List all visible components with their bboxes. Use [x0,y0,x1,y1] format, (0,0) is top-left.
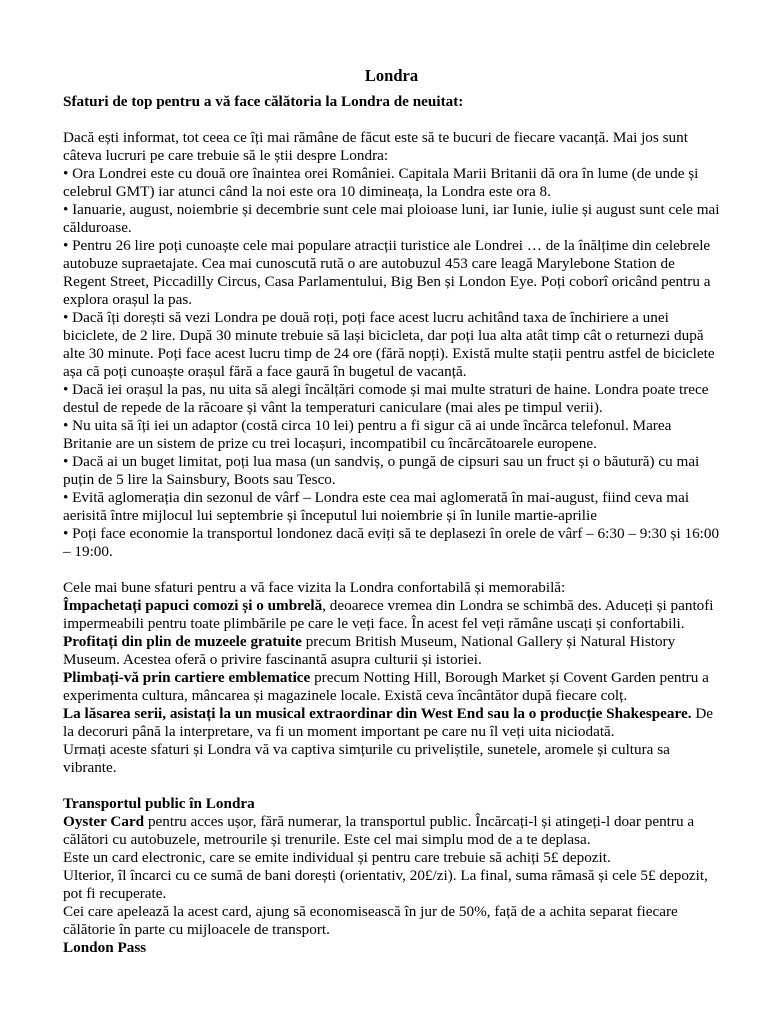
bullet-item: • Dacă iei orașul la pas, nu uita să alegi încălțări comode și mai multe straturi de haine. Londra poate trece destul de repede de la răcoare și vânt la temperaturi caniculare (mai ales pe timpul verii). [63,381,709,416]
bullet-item: • Ianuarie, august, noiembrie și decembrie sunt cele mai ploioase luni, iar Iunie, iulie și august sunt cele mai călduroase. [63,201,720,236]
bullet-item: • Poți face economie la transportul londonez dacă eviți să te deplasezi în orele de vârf – 6:30 – 9:30 și 16:00 – 19:00. [63,525,720,560]
tip-text: , deoarece vremea din Londra se schimbă des. Aduceți și pantofi impermeabili pentru toate plimbările pe care le veți face. În acest fel veți rămâne uscați și confortabili. [63,597,714,632]
subtitle: Sfaturi de top pentru a vă face călătoria la Londra de neuitat: [63,93,464,110]
london-pass-heading: London Pass [63,939,147,956]
tip-text: precum British Museum, National Gallery și Natural History Museum. Acestea oferă o privire fascinantă asupra culturii și istoriei. [63,633,676,668]
oyster-text: pentru acces ușor, fără numerar, la transportul public. Încărcați-l și atingeți-l doar pentru a călători cu autobuzele, metrourile și trenurile. Este cel mai simplu mod de a te deplasa. [63,813,695,848]
bullet-item: • Dacă îți dorești să vezi Londra pe două roți, poți face acest lucru achitând taxa de închiriere a unei biciclete, de 2 lire. După 30 minute trebuie să lași bicicleta, dar poți lua alta atât timp cât o returnezi după alte 30 minute. Poți face acest lucru timp de 24 ore (fără nopți). Există multe stații pentru astfel de biciclete așa că poți cunoaște orașul fără a face gaură în bugetul de vacanță. [63,309,715,380]
tip-item [63,669,720,705]
tip-title: Împachetați papuci comozi și o umbrelă [63,597,323,614]
tips-outro: Urmați aceste sfaturi și Londra vă va captiva simțurile cu priveliștile, sunetele, aromele și cultura sa vibrante. [63,741,670,776]
tip-title: Plimbați-vă prin cartiere emblematice [63,669,311,686]
section-heading: Transportul public în Londra [63,795,255,812]
tips-intro: Cele mai bune sfaturi pentru a vă face vizita la Londra confortabilă și memorabilă: [63,579,566,596]
spacer [63,111,720,129]
bullet-list [63,165,720,561]
transport-section [63,795,720,957]
tip-text: precum Notting Hill, Borough Market și Covent Garden pentru a experimenta cultura, mâncarea și magazinele locale. Există ceva încântător după fiecare colț. [63,669,709,704]
transport-paragraph: Ulterior, îl încarci cu ce sumă de bani dorești (orientativ, 20£/zi). La final, suma rămasă și cele 5£ depozit, pot fi recuperate. [63,867,708,902]
transport-paragraph: Este un card electronic, care se emite individual și pentru care trebuie să achiți 5£ depozit. [63,849,611,866]
oyster-paragraph [63,813,720,849]
tips-list [63,597,720,741]
transport-paragraph: Cei care apelează la acest card, ajung să economisească în jur de 50%, față de a achita separat fiecare călătorie în parte cu mijloacele de transport. [63,903,678,938]
tip-title: La lăsarea serii, asistați la un musical extraordinar din West End sau la o producție Shakespeare. [63,705,692,722]
spacer [63,777,720,795]
bullet-item: • Pentru 26 lire poți cunoaște cele mai populare atracții turistice ale Londrei … de la înălțime din celebrele autobuze supraetajate. Cea mai cunoscută rută o are autobuzul 453 care leagă Marylebone Station de Regent Street, Piccadilly Circus, Casa Parlamentului, Big Ben și London Eye. Poți coborî oricând pentru a explora orașul la pas. [63,237,711,308]
spacer [63,561,720,579]
bullet-item: • Dacă ai un buget limitat, poți lua masa (un sandviș, o pungă de cipsuri sau un fruct și o băutură) cu mai puțin de 5 lire la Sainsbury, Boots sau Tesco. [63,453,700,488]
intro-paragraph: Dacă ești informat, tot ceea ce îți mai rămâne de făcut este să te bucuri de fiecare vacanță. Mai jos sunt câteva lucruri pe care trebuie să le știi despre Londra: [63,129,688,164]
tip-title: Profitați din plin de muzeele gratuite [63,633,302,650]
bullet-item: • Ora Londrei este cu două ore înaintea orei României. Capitala Marii Britanii dă ora în lume (de unde și celebrul GMT) iar atunci când la noi este ora 10 dimineața, la Londra este ora 8. [63,165,699,200]
oyster-card-term: Oyster Card [63,813,145,830]
tip-text: De la decoruri până la interpretare, va fi un moment important pe care nu îl veți uita niciodată. [63,705,714,740]
page-title: Londra [364,66,419,85]
tip-item [63,633,720,669]
tip-item [63,705,720,741]
bullet-item: • Evită aglomerația din sezonul de vârf – Londra este cea mai aglomerată în mai-august, fiind ceva mai aerisită între mijlocul lui septembrie și începutul lui noiembrie și în lunile martie-aprilie [63,489,690,524]
bullet-item: • Nu uita să îți iei un adaptor (costă circa 10 lei) pentru a fi sigur că ai unde încărca telefonul. Marea Britanie are un sistem de prize cu trei locașuri, incompatibil cu încărcătoarele europene. [63,417,672,452]
tip-item [63,597,720,633]
